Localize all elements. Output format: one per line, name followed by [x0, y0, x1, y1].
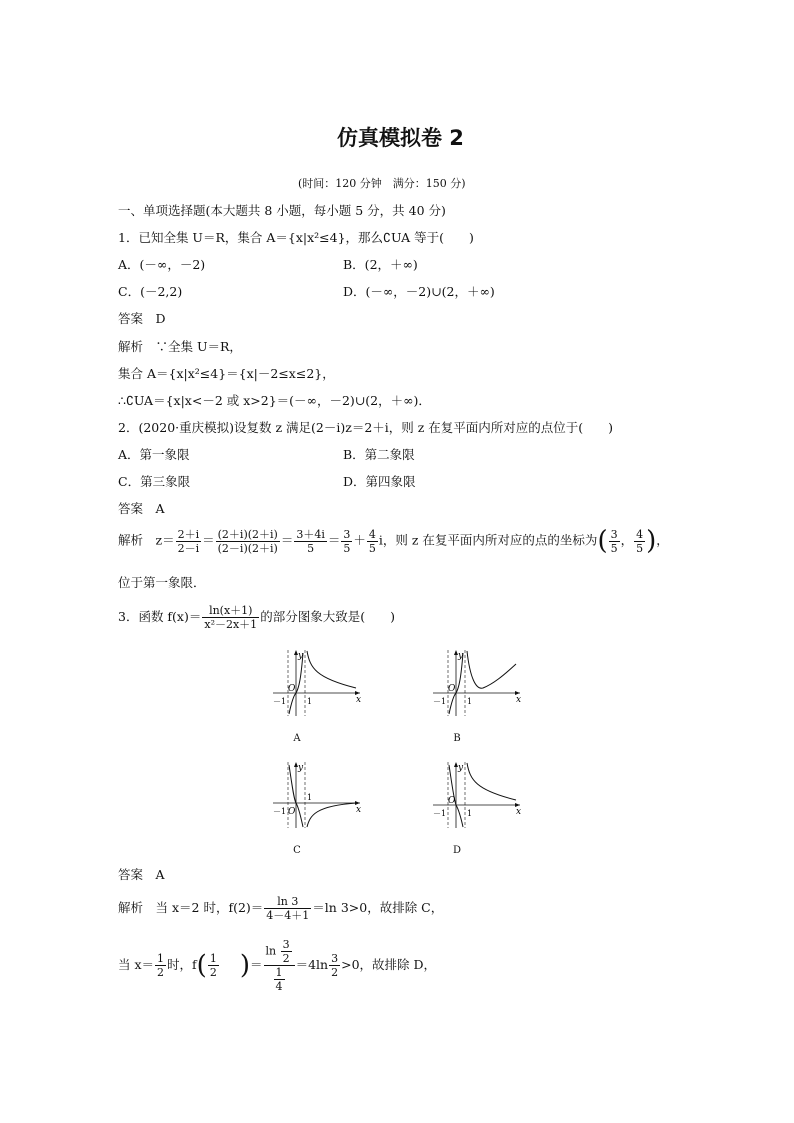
axis-label-y: y: [298, 651, 304, 661]
graph-a: [268, 648, 363, 718]
fraction: $\frac{3+4i}{5}$: [296, 527, 325, 555]
tick-label: 1: [467, 809, 473, 818]
tick-label: －1: [273, 807, 287, 816]
graph-label-d: D: [452, 845, 462, 856]
fraction: $\frac{4}{5}$: [368, 527, 376, 555]
graph-label-a: A: [293, 733, 301, 744]
fraction: $\frac{4}{5}$: [636, 527, 644, 555]
origin-label: O: [288, 807, 296, 817]
origin-label: O: [448, 796, 456, 806]
fraction: $\frac{2+i}{2-i}$: [177, 527, 200, 555]
q1-explanation-line1: 解析 ∵全集 U＝R，: [118, 339, 242, 354]
origin-label: O: [448, 684, 456, 694]
fraction: $\frac{(2+i)(2+i)}{(2-i)(2+i)}$: [217, 527, 278, 555]
q1-option-a: A．(－∞，－2): [118, 257, 206, 272]
q3-explanation-line1: 解析 当 x＝2 时，f(2)＝ $\frac{\ln 3}{4-4+1}$ ＝ln 3>0，故排除 C，: [118, 895, 444, 922]
fraction: $\frac{3}{5}$: [610, 527, 618, 555]
tick-label: 1: [307, 793, 313, 802]
axis-label-y: y: [458, 651, 464, 661]
tick-label: －1: [273, 697, 287, 706]
origin-label: O: [288, 684, 296, 694]
q1-explanation-line2: 集合 A＝{x|x²≤4}＝{x|－2≤x≤2}，: [118, 366, 335, 381]
fraction: $\frac{1}{2}$: [209, 952, 217, 979]
q2-option-b: B．第二象限: [343, 447, 415, 462]
graph-c: [268, 760, 363, 830]
axis-label-x: x: [516, 695, 522, 705]
q2-explanation-prefix: 解析 z＝: [118, 532, 175, 548]
fraction: $\frac{3}{5}$: [343, 527, 351, 555]
q2-option-a: A．第一象限: [118, 447, 190, 462]
graph-b: [428, 648, 523, 718]
axis-label-x: x: [356, 695, 362, 705]
curve: [307, 651, 356, 688]
q3-stem: 3．函数 f(x)＝ $\frac{\ln(x+1)}{\text{x²－2x＋1}}$ 的部分图象大致是( ): [118, 604, 395, 631]
axis-label-y: y: [458, 763, 464, 773]
fraction: $\frac{\ln(x+1)}{\text{x²－2x＋1}}$: [204, 604, 258, 631]
page-title: 仿真模拟卷 2: [337, 126, 464, 150]
axis-label-x: x: [516, 807, 522, 817]
fraction: $\frac{1}{2}$: [157, 952, 165, 979]
tick-label: 1: [307, 697, 313, 706]
q2-option-d: D．第四象限: [343, 474, 416, 489]
q1-answer: 答案 D: [118, 311, 166, 326]
q1-stem: 1．已知全集 U＝R，集合 A＝{x|x²≤4}，那么∁UA 等于( ): [118, 230, 474, 245]
graph-label-b: B: [453, 733, 461, 744]
graph-label-c: C: [293, 845, 301, 856]
tick-label: －1: [433, 809, 447, 818]
curve: [307, 803, 356, 827]
q2-explanation-line2: 位于第一象限．: [118, 575, 206, 590]
q2-explanation-formula: 解析 z＝ $\frac{2+i}{2-i}$ ＝ $\frac{(2+i)(2+i)}{(2-i)(2+i)}$ ＝ $\frac{3+4i}{5}$ ＝ $\frac{3}{5}$ ＋ $\frac{4}{5}$ i，则 z 在复平面内所对应的点的坐标为( $\frac{3}{5}$ ， $\frac{4}{5}$ )，: [118, 526, 669, 556]
q2-stem: 2．(2020·重庆模拟)设复数 z 满足(2－i)z＝2＋i，则 z 在复平面内所对应的点位于( ): [118, 420, 614, 435]
graph-d: [428, 760, 523, 830]
axis-label-x: x: [356, 805, 362, 815]
section-heading: 一、单项选择题(本大题共 8 小题，每小题 5 分，共 40 分): [118, 203, 446, 218]
fraction: ln $\frac{3}{2}$ $\frac{1}{4}$: [264, 938, 295, 993]
tick-label: －1: [433, 697, 447, 706]
fraction: $\frac{\ln 3}{4-4+1}$: [266, 895, 310, 922]
axis-label-y: y: [298, 763, 304, 773]
q2-option-c: C．第三象限: [118, 474, 191, 489]
q3-answer: 答案 A: [118, 867, 165, 882]
q1-option-b: B．(2，＋∞): [343, 257, 418, 272]
q1-option-d: D．(－∞，－2)∪(2，＋∞): [343, 284, 495, 299]
q2-answer: 答案 A: [118, 501, 165, 516]
exam-info: (时间：120 分钟 满分：150 分): [298, 177, 466, 190]
curve: [467, 763, 516, 800]
tick-label: 1: [467, 697, 473, 706]
curve: [467, 651, 516, 688]
q1-option-c: C．(－2,2): [118, 284, 183, 299]
q1-explanation-line3: ∴∁UA＝{x|x<－2 或 x>2}＝(－∞，－2)∪(2，＋∞)．: [118, 393, 431, 408]
q3-explanation-line2: 当 x＝ $\frac{1}{2}$ 时，f( $\frac{1}{2}$ )＝ ln $\frac{3}{2}$ $\frac{1}{4}$ ＝4ln $\frac{3}{2}$ >0，故排除 D，: [118, 938, 437, 993]
fraction: $\frac{3}{2}$: [331, 952, 339, 979]
